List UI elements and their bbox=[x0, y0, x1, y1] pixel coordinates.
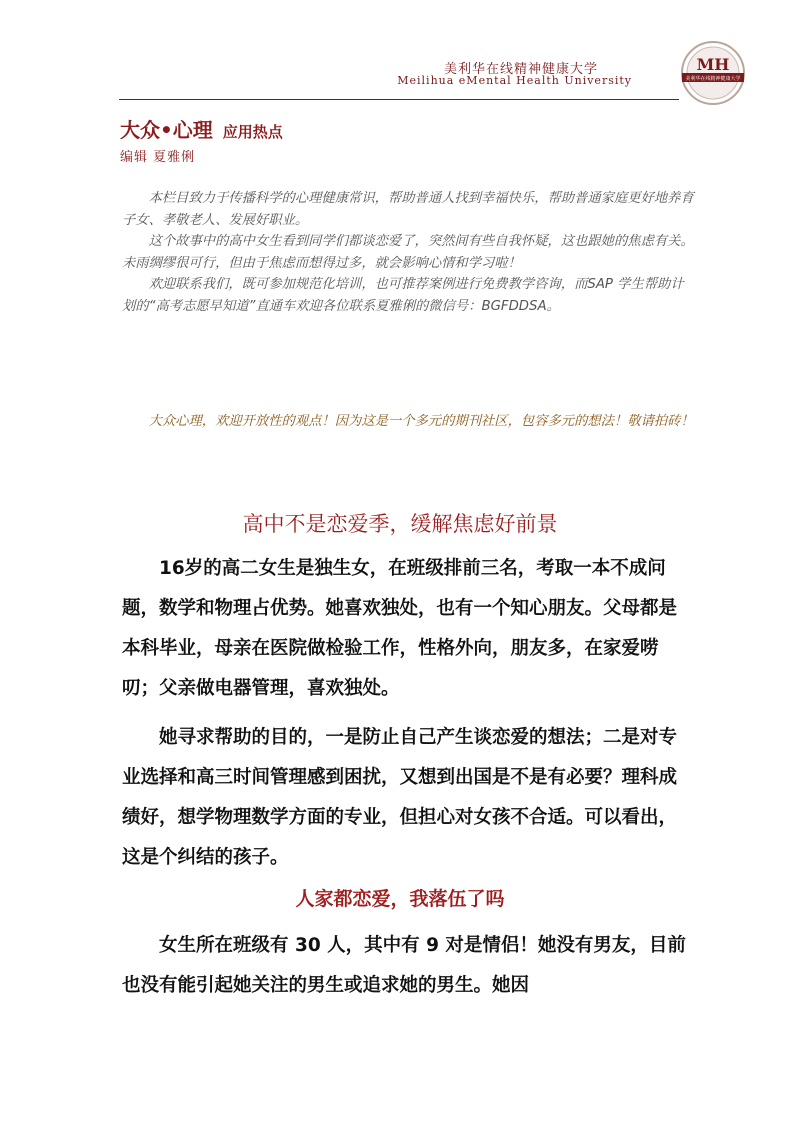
header-university-en: Meilihua eMental Health University bbox=[397, 74, 632, 87]
header-rule bbox=[119, 99, 679, 100]
logo-mark: MH bbox=[696, 55, 730, 74]
university-logo bbox=[680, 40, 746, 106]
article-paragraph: 她寻求帮助的目的，一是防止自己产生谈恋爱的想法；二是对专业选择和高三时间管理感到困扰，又想到出国是不是有必要？理科成绩好，想学物理数学方面的专业，但担心对女孩不合适。可以看出，这是个纠结的孩子。 bbox=[122, 727, 678, 868]
column-title-main: 大众•心理 bbox=[120, 118, 213, 142]
intro-paragraph: 本栏目致力于传播科学的心理健康常识，帮助普通人找到幸福快乐，帮助普通家庭更好地养育子女、孝敬老人、发展好职业。 bbox=[122, 191, 694, 228]
quote-text: 大众心理，欢迎开放性的观点！因为这是一个多元的期刊社区，包容多元的想法！敬请拍砖！ bbox=[148, 414, 694, 429]
article-paragraph: 女生所在班级有 30 人，其中有 9 对是情侣！她没有男友，目前也没有能引起她关注的男生或追求她的男生。她因 bbox=[122, 935, 686, 996]
article-body bbox=[122, 718, 694, 878]
header-university-cn: 美利华在线精神健康大学 bbox=[443, 62, 598, 77]
article-title: 高中不是恋爱季，缓解焦虑好前景 bbox=[242, 512, 558, 536]
editor-quote bbox=[122, 411, 694, 433]
section-title: 人家都恋爱，我落伍了吗 bbox=[295, 888, 505, 910]
article-body bbox=[122, 926, 694, 1006]
column-subtitle: 应用热点 bbox=[222, 123, 283, 141]
intro-block bbox=[122, 188, 694, 317]
logo-ring-text: 美利华在线精神健康大学 bbox=[685, 76, 741, 82]
intro-paragraph: 这个故事中的高中女生看到同学们都谈恋爱了，突然间有些自我怀疑，这也跟她的焦虑有关。未雨绸缪很可行，但由于焦虑而想得过多，就会影响心情和学习啦！ bbox=[122, 234, 694, 271]
column-title bbox=[120, 114, 283, 143]
article-body bbox=[122, 549, 694, 709]
article-paragraph: 16岁的高二女生是独生女，在班级排前三名，考取一本不成问题，数学和物理占优势。她喜欢独处，也有一个知心朋友。父母都是本科毕业，母亲在医院做检验工作，性格外向，朋友多，在家爱唠叨；父亲做电器管理，喜欢独处。 bbox=[122, 558, 678, 699]
editor-credit: 编辑 夏雅俐 bbox=[120, 150, 196, 165]
intro-paragraph: 欢迎联系我们，既可参加规范化培训，也可推荐案例进行免费教学咨询，而SAP 学生帮助计划的“高考志愿早知道”直通车欢迎各位联系夏雅俐的微信号：BGFDDSA。 bbox=[122, 277, 684, 314]
